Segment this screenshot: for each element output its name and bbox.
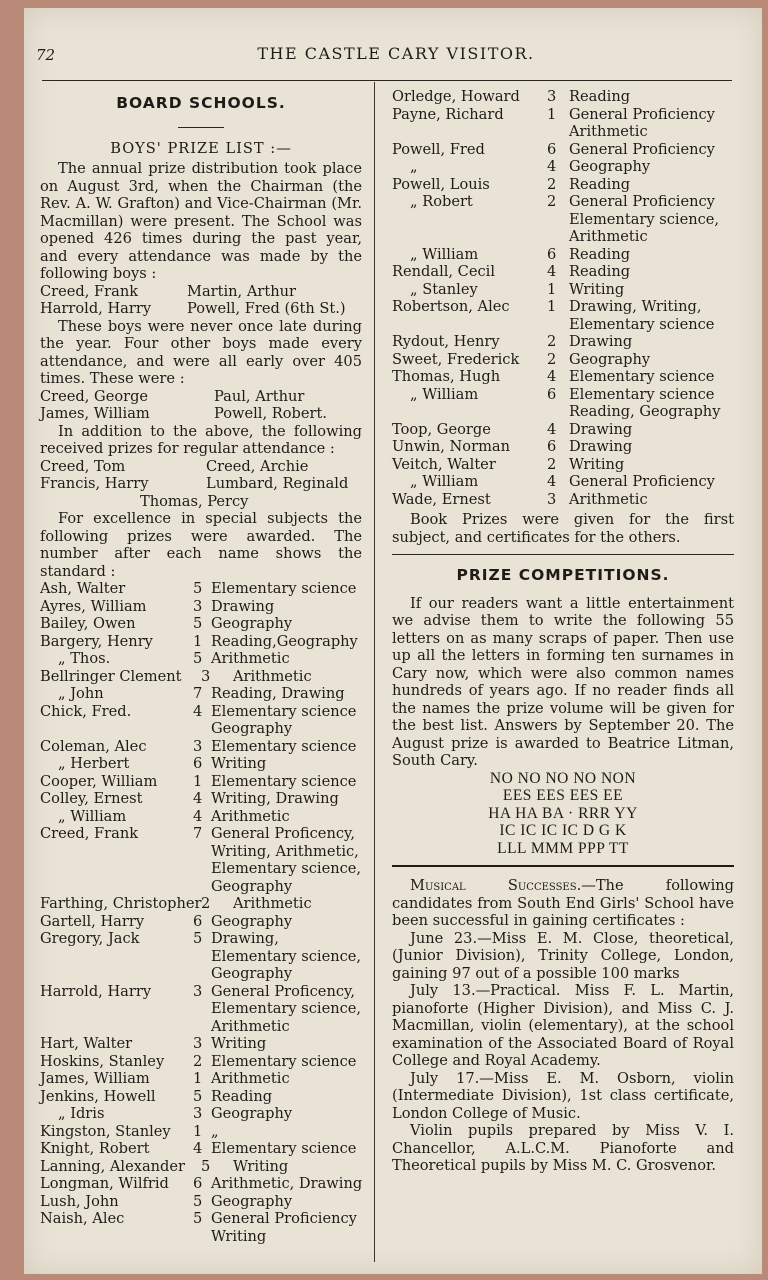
- prize-standard: 3: [193, 1105, 203, 1122]
- prize-subject: Writing: [233, 1157, 289, 1175]
- right-column: [392, 88, 734, 1175]
- prize-row: [392, 158, 734, 176]
- prize-name: Powell, Louis: [392, 175, 490, 193]
- prize-row: [392, 298, 734, 316]
- prize-row: [40, 1123, 362, 1141]
- page-number: 72: [36, 46, 56, 64]
- name-cell: Creed, Archie: [206, 457, 309, 475]
- prize-subject: Geography: [569, 350, 651, 368]
- prize-subject-continued: Arithmetic: [569, 123, 648, 140]
- prize-row: [392, 421, 734, 439]
- name-cell: James, William: [40, 405, 150, 422]
- prize-subject-continued: Elementary science,: [569, 210, 720, 228]
- prize-standard: 4: [547, 473, 557, 490]
- musical-item: June 23.—Miss E. M. Close, theoretical, (Junior Division), Trinity College, London, gaining 97 out of a possible 100 marks: [392, 929, 734, 982]
- prize-subject-continued: Elementary science,: [211, 947, 362, 965]
- prize-row: [40, 650, 362, 668]
- prize-subject: Writing: [569, 280, 625, 298]
- prize-subject: General Proficency,: [211, 825, 355, 842]
- prize-subject-continued: Geography: [211, 877, 293, 895]
- prize-subject-continued: Arithmetic: [569, 228, 648, 245]
- musical-items: [392, 930, 734, 1175]
- prize-row: [392, 491, 734, 509]
- prize-standard: 6: [547, 245, 557, 263]
- prize-name: Bailey, Owen: [40, 615, 136, 632]
- prize-name: Bellringer Clement: [40, 667, 182, 685]
- prize-row: [392, 141, 734, 159]
- prize-subject: General Proficiency: [569, 140, 715, 158]
- prize-row: [40, 790, 362, 808]
- prize-standard: 2: [547, 333, 557, 350]
- prize-name: Powell, Fred: [392, 140, 485, 158]
- prize-subject-continued: Geography: [211, 720, 293, 737]
- prize-standard: 4: [193, 790, 203, 807]
- name-pair-row: [40, 475, 362, 493]
- prize-standard: 6: [193, 1175, 203, 1192]
- running-title: THE CASTLE CARY VISITOR.: [257, 44, 535, 63]
- prize-row: [40, 1158, 362, 1176]
- prize-row: [40, 983, 362, 1001]
- prize-name: Creed, Frank: [40, 825, 139, 842]
- prize-subject-continued: Writing: [211, 1227, 267, 1245]
- prize-standard: 4: [193, 1140, 203, 1157]
- prize-subject: Elementary science: [569, 385, 715, 403]
- prize-standard: 7: [193, 825, 203, 842]
- prize-name: Thomas, Hugh: [392, 368, 501, 385]
- prize-name: James, William: [40, 1070, 150, 1087]
- name-pair-row: [40, 405, 362, 423]
- prize-name: Longman, Wilfrid: [40, 1175, 169, 1192]
- prize-subject: Arithmetic: [233, 667, 312, 685]
- prize-subject: Geography: [211, 912, 293, 930]
- prize-standard: 5: [193, 580, 203, 597]
- prize-row: [40, 1070, 362, 1088]
- name-pair-row: [40, 458, 362, 476]
- prize-subject: Geography: [211, 1192, 293, 1210]
- prize-standard: 3: [201, 667, 211, 685]
- never-late-paragraph: These boys were never once late during the year. Four other boys made every attendance, and were all early over 405 times. These were :: [40, 317, 362, 387]
- prize-subject: Elementary science: [211, 737, 357, 755]
- name-cell: Lumbard, Reginald: [206, 475, 349, 492]
- prize-standard: 1: [547, 298, 557, 315]
- prize-subject-continued: Arithmetic: [211, 1017, 290, 1035]
- prize-subject: Arithmetic, Drawing: [211, 1175, 363, 1192]
- prize-row: [40, 1053, 362, 1071]
- prize-name: Sweet, Frederick: [392, 350, 520, 368]
- prize-row: [40, 598, 362, 616]
- prize-row: [40, 1140, 362, 1158]
- prize-row: [392, 386, 734, 404]
- musical-item: Violin pupils prepared by Miss V. I. Chancellor, A.L.C.M. Pianoforte and Theoretical pupils by Miss M. C. Grosvenor.: [392, 1122, 734, 1174]
- prize-name: Colley, Ernest: [40, 790, 143, 807]
- prize-subject: Writing, Drawing: [211, 790, 339, 807]
- intro-paragraph: The annual prize distribution took place on August 3rd, when the Chairman (the Rev. A. W. Grafton) and Vice-Chairman (Mr. Macmillan) were present. The School was opened 426 times during the past year, and every attendance was made by the following boys :: [40, 160, 362, 282]
- prize-standard: 5: [193, 650, 203, 667]
- puzzle-line: HA HA BA · RRR YY: [488, 804, 638, 822]
- prize-name: Hart, Walter: [40, 1035, 133, 1052]
- boys-prize-list-heading: BOYS' PRIZE LIST :—: [110, 139, 292, 157]
- prize-name: Farthing, Christopher: [40, 895, 202, 912]
- prize-row: [40, 895, 362, 913]
- prize-name: „ William: [58, 807, 127, 825]
- prize-row: [40, 1193, 362, 1211]
- prize-row: [392, 333, 734, 351]
- prize-name: „ John: [58, 685, 104, 702]
- prize-subject: Reading,Geography: [211, 632, 358, 650]
- prize-row: [40, 755, 362, 773]
- prize-subject: Elementary science: [211, 702, 357, 720]
- prize-subject-continued: Elementary science,: [211, 860, 362, 877]
- prize-name: Lush, John: [40, 1192, 119, 1210]
- prize-subject-continued: Elementary science,: [211, 1000, 362, 1017]
- musical-lead: Musical Successes.: [410, 877, 582, 894]
- prize-standard: 3: [193, 597, 203, 615]
- prize-subject: Drawing,: [211, 930, 279, 947]
- prize-name: Wade, Ernest: [392, 490, 491, 508]
- name-pair-row: [40, 300, 362, 318]
- prize-name: Naish, Alec: [40, 1210, 125, 1227]
- short-rule: [178, 127, 224, 128]
- prize-subject: „: [211, 1122, 219, 1140]
- prize-name: Ash, Walter: [40, 580, 126, 597]
- prize-name: Unwin, Norman: [392, 438, 511, 455]
- name-cell: Creed, Tom: [40, 457, 126, 475]
- prize-subject: Elementary science: [211, 1052, 357, 1070]
- prize-subject: Drawing: [569, 333, 633, 350]
- prize-standard: 5: [193, 615, 203, 632]
- prize-standard: 3: [547, 88, 557, 105]
- prize-standard: 1: [547, 105, 557, 123]
- puzzle-line: IC IC IC IC D G K: [499, 822, 627, 839]
- prize-row: [40, 738, 362, 756]
- prize-name: Toop, George: [392, 420, 491, 438]
- prize-standard: 1: [547, 280, 557, 298]
- name-cell: Creed, Frank: [40, 282, 139, 300]
- prize-name: Kingston, Stanley: [40, 1122, 171, 1140]
- name-cell: Creed, George: [40, 387, 149, 405]
- prize-row: [392, 438, 734, 456]
- prize-standard: 5: [193, 1087, 203, 1105]
- letter-puzzle: [392, 770, 734, 858]
- prize-name: Ayres, William: [40, 597, 147, 615]
- name-cell: Harrold, Harry: [40, 300, 152, 317]
- prize-subject: General Proficency,: [211, 982, 355, 1000]
- puzzle-line: LLL MMM PPP TT: [497, 839, 629, 857]
- prize-subject-continued: Elementary science: [569, 315, 715, 333]
- prize-standard: 6: [547, 140, 557, 158]
- prize-subject: Drawing: [569, 438, 633, 455]
- prize-standard: 5: [193, 930, 203, 947]
- musical-item: July 13.—Practical. Miss F. L. Martin, pianoforte (Higher Division), and Miss C. J. Macmillan, violin (elementary), at the school examination of the Associated Board of Royal College and Royal Academy.: [392, 982, 734, 1069]
- prize-standard: 4: [547, 158, 557, 175]
- prize-name: Harrold, Harry: [40, 982, 152, 1000]
- prize-standard: 1: [193, 632, 203, 650]
- prize-subject: General Proficiency: [569, 473, 715, 490]
- prize-standard: 5: [201, 1157, 211, 1175]
- name-pair-row: [40, 388, 362, 406]
- thick-rule: [392, 865, 734, 867]
- prize-name: Knight, Robert: [40, 1140, 150, 1157]
- prize-subject: General Proficiency: [569, 193, 715, 210]
- prize-standard: 2: [547, 193, 557, 210]
- prize-table-right: [392, 88, 734, 508]
- prize-subject: Writing: [211, 1035, 267, 1052]
- prize-subject-continued: Geography: [211, 965, 293, 982]
- prize-subject: Writing: [211, 755, 267, 772]
- prize-subject: Elementary science: [569, 368, 715, 385]
- prize-row: [40, 773, 362, 791]
- prize-name: Gregory, Jack: [40, 930, 140, 947]
- prize-subject: Drawing: [211, 597, 275, 615]
- prize-row: [40, 685, 362, 703]
- book-prizes-note: Book Prizes were given for the first subject, and certificates for the others.: [392, 511, 734, 546]
- prize-standard: 4: [547, 420, 557, 438]
- prize-standard: 4: [547, 263, 557, 280]
- prize-standard: 6: [547, 385, 557, 403]
- prize-standard: 5: [193, 1210, 203, 1227]
- prize-standard: 3: [193, 1035, 203, 1052]
- prize-standard: 2: [201, 895, 211, 912]
- prize-row: [40, 913, 362, 931]
- prize-subject: Elementary science: [211, 1140, 357, 1157]
- prize-subject: Writing: [569, 455, 625, 473]
- prize-standard: 6: [193, 912, 203, 930]
- puzzle-line: NO NO NO NO NON: [489, 769, 637, 787]
- prize-table-left: [40, 580, 362, 1245]
- musical-intro: [392, 877, 734, 930]
- prize-row: [40, 1035, 362, 1053]
- prize-standard: 2: [193, 1052, 203, 1070]
- prize-subject: Drawing, Writing,: [569, 298, 702, 315]
- prize-subject: Geography: [211, 615, 293, 632]
- prize-subject: Reading: [569, 88, 631, 105]
- prize-standard: 3: [547, 490, 557, 508]
- prize-standard: 2: [547, 175, 557, 193]
- musical-intro-text: —The following candidates from South End Girls' School have been successful in gaining certificates :: [392, 877, 734, 929]
- prize-row: [40, 615, 362, 633]
- prize-subject: Reading, Drawing: [211, 685, 345, 702]
- prize-row: [392, 176, 734, 194]
- prize-subject: Drawing: [569, 420, 633, 438]
- prize-name: „ William: [410, 385, 479, 403]
- prize-name: Lanning, Alexander: [40, 1157, 186, 1175]
- column-divider: [374, 82, 375, 1262]
- prize-name: Hoskins, Stanley: [40, 1052, 165, 1070]
- prize-subject: Geography: [211, 1105, 293, 1122]
- prize-name: Rydout, Henry: [392, 333, 500, 350]
- name-cell: Francis, Harry: [40, 475, 149, 492]
- prize-subject: Arithmetic: [211, 807, 290, 825]
- prize-row: [40, 668, 362, 686]
- prize-row: [40, 808, 362, 826]
- prize-standard: 6: [193, 755, 203, 772]
- prize-row: [392, 246, 734, 264]
- prize-row: [40, 1088, 362, 1106]
- prize-name: „ William: [410, 473, 479, 490]
- prize-row: [392, 281, 734, 299]
- prize-standard: 7: [193, 685, 203, 702]
- prize-row: [392, 368, 734, 386]
- prize-subject: Arithmetic: [233, 895, 312, 912]
- prize-row: [40, 825, 362, 843]
- section-rule: [392, 554, 734, 555]
- prize-competitions-heading: PRIZE COMPETITIONS.: [456, 566, 670, 584]
- header-rule: [42, 80, 732, 81]
- musical-item: July 17.—Miss E. M. Osborn, violin (Intermediate Division), 1st class certificate, London College of Music.: [392, 1069, 734, 1122]
- prize-subject: Reading: [211, 1087, 273, 1105]
- prize-name: „ Stanley: [410, 280, 478, 298]
- prize-standard: 1: [193, 1122, 203, 1140]
- name-cell: Powell, Robert.: [214, 405, 327, 422]
- regular-last-name: Thomas, Percy: [140, 492, 249, 510]
- prize-row: [392, 88, 734, 106]
- prize-subject: Arithmetic: [211, 1070, 290, 1087]
- prize-name: Rendall, Cecil: [392, 263, 495, 280]
- prize-row: [392, 456, 734, 474]
- prize-name: „ William: [410, 245, 479, 263]
- prize-subject: Elementary science: [211, 580, 357, 597]
- prize-name: Coleman, Alec: [40, 737, 147, 755]
- prize-name: Robertson, Alec: [392, 298, 510, 315]
- prize-standard: 4: [193, 807, 203, 825]
- prize-name: Gartell, Harry: [40, 912, 145, 930]
- prize-subject-continued: Reading, Geography: [569, 403, 721, 420]
- prize-name: Veitch, Walter: [392, 455, 496, 473]
- left-column: [40, 88, 362, 1245]
- prize-standard: 1: [193, 772, 203, 790]
- prize-name: Jenkins, Howell: [40, 1087, 156, 1105]
- prize-name: „ Robert: [410, 193, 473, 210]
- prize-row: [40, 1175, 362, 1193]
- prize-name: Cooper, William: [40, 772, 158, 790]
- name-cell: Powell, Fred (6th St.): [187, 300, 346, 317]
- prize-name: „: [410, 158, 418, 175]
- prize-standard: 3: [193, 737, 203, 755]
- prize-row: [40, 703, 362, 721]
- prize-row: [392, 473, 734, 491]
- prize-standard: 4: [193, 702, 203, 720]
- name-cell: Martin, Arthur: [187, 282, 296, 300]
- prize-standard: 1: [193, 1070, 203, 1087]
- prize-standard: 2: [547, 350, 557, 368]
- excellence-paragraph: For excellence in special subjects the following prizes were awarded. The number after each name shows the standard :: [40, 510, 362, 580]
- prize-row: [40, 633, 362, 651]
- prize-subject: Reading: [569, 263, 631, 280]
- prize-subject: Arithmetic: [569, 490, 648, 508]
- name-pair-row: [40, 283, 362, 301]
- prize-row: [40, 580, 362, 598]
- full-attendance-list: [40, 283, 362, 318]
- prize-standard: 5: [193, 1192, 203, 1210]
- prize-row: [40, 930, 362, 948]
- puzzle-line: EES EES EES EE: [502, 787, 624, 804]
- prize-name: Bargery, Henry: [40, 632, 153, 650]
- prize-subject: General Proficiency: [211, 1210, 357, 1227]
- prize-subject: General Proficiency: [569, 105, 715, 123]
- prize-standard: 4: [547, 368, 557, 385]
- prize-subject: Elementary science: [211, 772, 357, 790]
- prize-name: Payne, Richard: [392, 105, 504, 123]
- board-schools-heading: BOARD SCHOOLS.: [116, 94, 286, 112]
- prize-name: Chick, Fred.: [40, 702, 132, 720]
- prize-subject-continued: Writing, Arithmetic,: [211, 842, 359, 860]
- prize-subject: Reading: [569, 245, 631, 263]
- competition-text: If our readers want a little entertainment we advise them to write the following 55 letters on as many scraps of paper. Then use up all the letters in forming ten surnames in Cary now, which were also common names hundreds of years ago. If no reader finds all the names the prize volume will be given for the best list. Answers by September 20. The August prize is awarded to Beatrice Litman, South Cary.: [392, 594, 734, 769]
- prize-row: [40, 1210, 362, 1228]
- prize-row: [40, 1105, 362, 1123]
- prize-row: [392, 193, 734, 211]
- prize-subject: Reading: [569, 175, 631, 193]
- name-cell: Paul, Arthur: [214, 387, 305, 405]
- prize-row: [392, 351, 734, 369]
- prize-row: [392, 263, 734, 281]
- magazine-page: [24, 8, 762, 1274]
- prize-standard: 2: [547, 455, 557, 473]
- prize-row: [392, 106, 734, 124]
- prize-name: Orledge, Howard: [392, 88, 520, 105]
- regular-attendance-paragraph: In addition to the above, the following received prizes for regular attendance :: [40, 422, 362, 457]
- regular-attendance-list: [40, 458, 362, 493]
- early-list: [40, 388, 362, 423]
- prize-subject: Arithmetic: [211, 650, 290, 667]
- prize-subject: Geography: [569, 158, 651, 175]
- prize-standard: 6: [547, 438, 557, 455]
- prize-name: „ Herbert: [58, 755, 130, 772]
- prize-standard: 3: [193, 982, 203, 1000]
- prize-name: „ Idris: [58, 1105, 105, 1122]
- prize-name: „ Thos.: [58, 650, 111, 667]
